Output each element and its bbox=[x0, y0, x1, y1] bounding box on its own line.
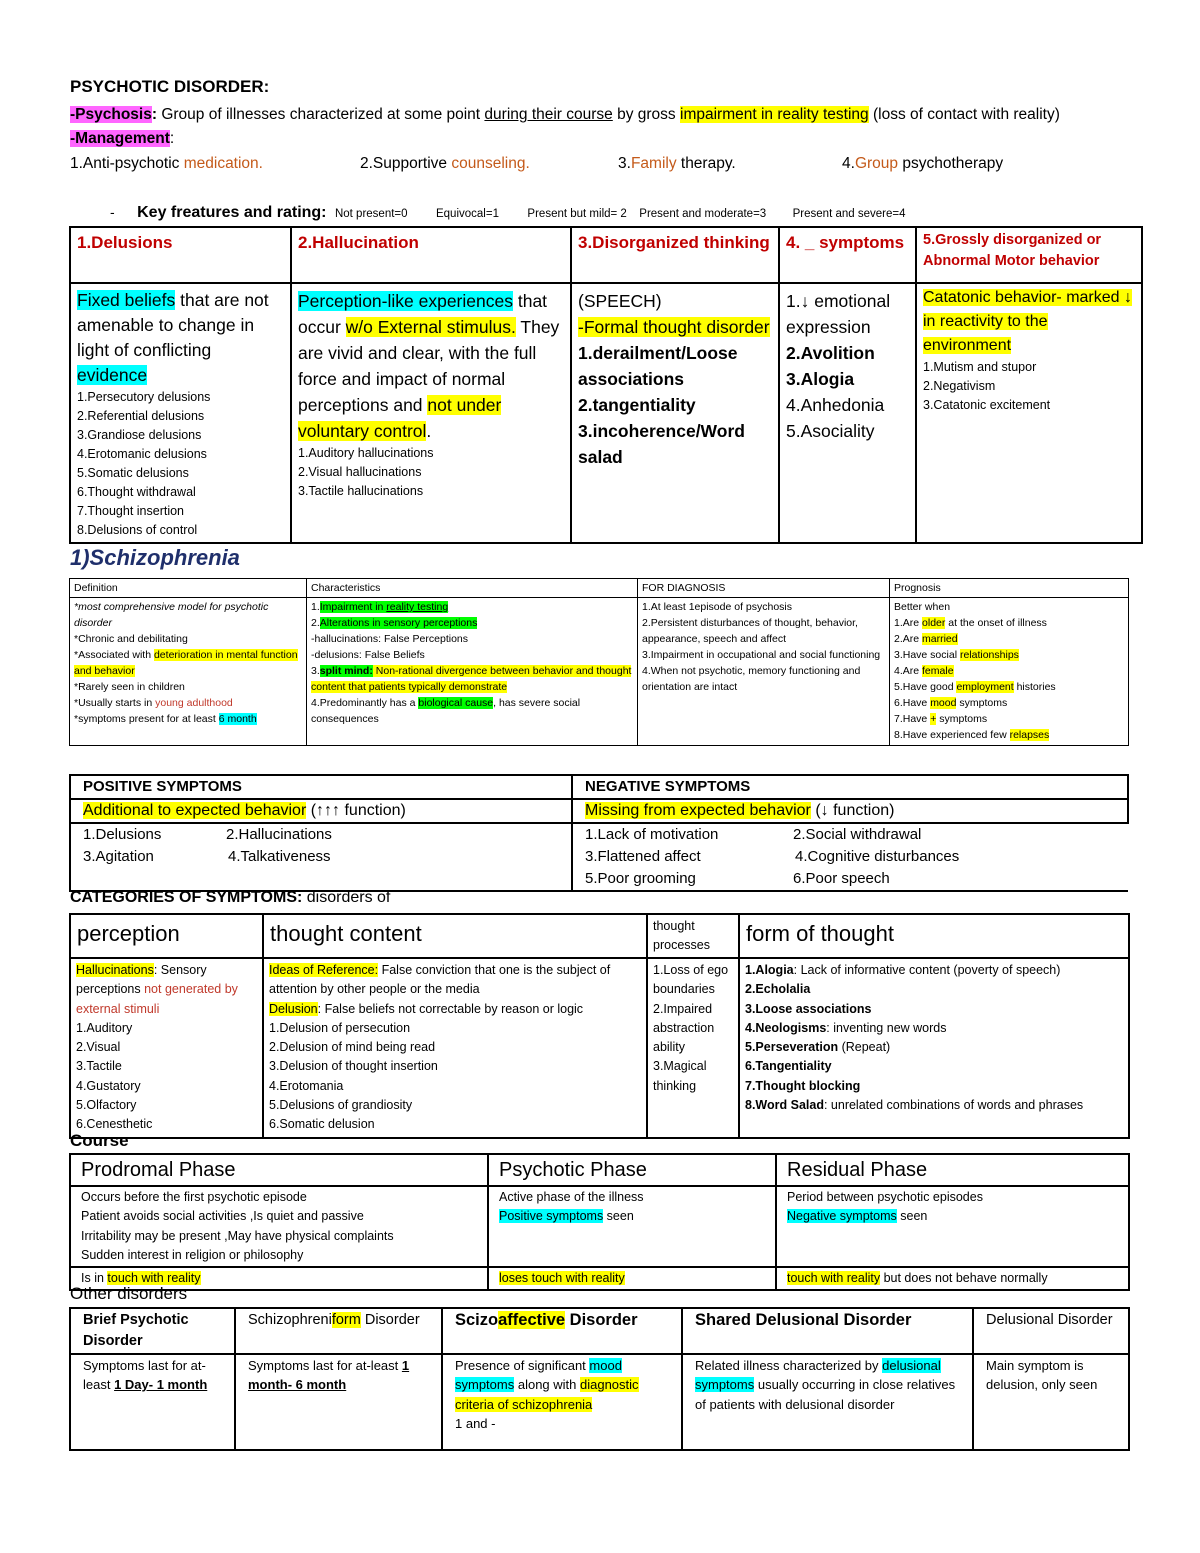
delusion-item: 5.Somatic delusions bbox=[77, 466, 189, 480]
course-label: Course bbox=[70, 1131, 129, 1150]
negative-list bbox=[572, 823, 1128, 891]
cell-diagnosis: 1.At least 1episode of psychosis 2.Persistent disturbances of thought, behavior, appearance, speech and affect 3.Impairment in occupational and social functioning 4.When not psychotic, memory functioning and orientation are intact bbox=[638, 598, 890, 746]
motor-item: 2.Negativism bbox=[923, 379, 996, 393]
cell-delusions: Fixed beliefs that are not amenable to change in light of conflicting evidence 1.Persecutory delusions 2.Referential delusions 3.Grandiose delusions 4.Erotomanic delusions 5.Somatic delusions 6.Thought withdrawal 7.Thought insertion 8.Delusions of control bbox=[70, 283, 291, 543]
motor-item: 3.Catatonic excitement bbox=[923, 398, 1051, 412]
prognosis-item: 8.Have experienced few relapses bbox=[894, 729, 1050, 741]
header-thought-processes: thought processes bbox=[647, 914, 739, 958]
disorganized-item: 1.derailment/Loose associations bbox=[578, 343, 738, 389]
psychosis-colon: : bbox=[151, 106, 158, 123]
cell-definition: *most comprehensive model for psychotic disorder *Chronic and debilitating *Associated with deterioration in mental function and behavior *Rarely seen in children *Usually starts in young adulthood *symptoms present for at least 6 month bbox=[70, 598, 307, 746]
cell-form-of-thought: 1.Alogia: Lack of informative content (poverty of speech) 2.Echolalia 3.Loose associations 4.Neologisms: inventing new words 5.Perseveration (Repeat) 6.Tangentiality 7.Thought blocking 8.Word Salad: unrelated combinations of words and phrases bbox=[739, 958, 1129, 1138]
header-characteristics: Characteristics bbox=[307, 579, 638, 598]
header-shared-delusional: Shared Delusional Disorder bbox=[682, 1308, 973, 1354]
delusion-item: 3.Grandiose delusions bbox=[77, 428, 202, 442]
cell-prognosis: Better when 1.Are older at the onset of illness 2.Are married 3.Have social relationships 4.Are female 5.Have good employment histories 6.Have mood symptoms 7.Have + symptoms 8.Have experienced few relapses bbox=[890, 598, 1129, 746]
disorganized-item: 2.tangentiality bbox=[578, 395, 696, 415]
positive-item: 1.Delusions bbox=[83, 826, 162, 843]
delusion-item: 7.Thought insertion bbox=[77, 504, 185, 518]
negative-item: 6.Poor speech bbox=[793, 870, 890, 887]
header-negative-symptoms: 4. _ symptoms bbox=[779, 227, 916, 283]
management-label: -Management bbox=[70, 130, 170, 147]
header-negative-symptoms: NEGATIVE SYMPTOMS bbox=[572, 775, 1128, 799]
other-disorders-table bbox=[69, 1307, 1130, 1451]
hallucination-item: 3.Tactile hallucinations bbox=[298, 484, 424, 498]
cell-delusional: Main symptom is delusion, only seen bbox=[973, 1354, 1129, 1450]
negative-item: 3.Alogia bbox=[786, 369, 855, 389]
management-item: 4.Group psychotherapy bbox=[842, 155, 1004, 172]
rating-item: Present and severe=4 bbox=[792, 208, 906, 220]
cell-psychotic: Active phase of the illness Positive symptoms seen bbox=[488, 1186, 776, 1267]
cell-thought-content: Ideas of Reference: False conviction that one is the subject of attention by other people or the media Delusion: False beliefs not correctable by reason or logic 1.Delusion of persecution 2.Delusion of mind being read 3.Delusion of thought insertion 4.Erotomania 5.Delusions of grandiosity 6.Somatic delusion bbox=[263, 958, 647, 1138]
management-label-line bbox=[70, 130, 174, 148]
cell-characteristics: 1.Impairment in reality testing 2.Alterations in sensory perceptions -hallucinations: False Perceptions -delusions: False Beliefs 3.split mind: Non-rational divergence between behavior and thought content that patients typically demonstrate 4.Predominantly has a biological cause, has severe social consequences bbox=[307, 598, 638, 746]
cell-prodromal: Occurs before the first psychotic episode Patient avoids social activities ,Is quiet and passive Irritability may be present ,May have physical complaints Sudden interest in religion or philosophy bbox=[70, 1186, 488, 1267]
negative-item: 2.Avolition bbox=[786, 343, 875, 363]
header-schizoaffective: Scizoaffective Disorder bbox=[442, 1308, 682, 1354]
psychosis-definition bbox=[70, 106, 1060, 124]
cell-shared-delusional: Related illness characterized by delusional symptoms usually occurring in close relatives of patients with delusional disorder bbox=[682, 1354, 973, 1450]
negative-item: 4.Anhedonia bbox=[786, 395, 885, 415]
psychotic-reality: loses touch with reality bbox=[488, 1267, 776, 1290]
rating-item: Present and moderate=3 bbox=[639, 208, 767, 220]
negative-item: 2.Social withdrawal bbox=[793, 826, 922, 843]
residual-reality: touch with reality but does not behave normally bbox=[776, 1267, 1129, 1290]
negative-item: 5.Asociality bbox=[786, 421, 875, 441]
psychosis-text: by gross bbox=[612, 106, 680, 123]
cell-disorganized bbox=[571, 283, 779, 543]
header-delusions: 1.Delusions bbox=[70, 227, 291, 283]
psychosis-highlight: impairment in reality testing bbox=[680, 106, 869, 123]
prognosis-item: 7.Have + symptoms bbox=[894, 713, 988, 725]
key-features-line bbox=[110, 204, 905, 222]
cell-motor bbox=[916, 283, 1142, 543]
cell-thought-processes: 1.Loss of ego boundaries 2.Impaired abstraction ability 3.Magical thinking bbox=[647, 958, 739, 1138]
negative-item: 5.Poor grooming bbox=[585, 870, 696, 887]
prognosis-item: 5.Have good employment histories bbox=[894, 681, 1056, 693]
header-motor-behavior: 5.Grossly disorganized or Abnormal Motor behavior bbox=[916, 227, 1142, 283]
header-psychotic: Psychotic Phase bbox=[488, 1154, 776, 1186]
header-disorganized-thinking: 3.Disorganized thinking bbox=[571, 227, 779, 283]
header-prodromal: Prodromal Phase bbox=[70, 1154, 488, 1186]
key-features-label: Key freatures and rating: bbox=[137, 204, 327, 221]
symptoms-table bbox=[69, 774, 1129, 892]
key-features-table bbox=[69, 226, 1143, 544]
delusion-item: 8.Delusions of control bbox=[77, 523, 198, 537]
management-item: 2.Supportive counseling. bbox=[360, 155, 530, 172]
cell-residual: Period between psychotic episodes Negative symptoms seen bbox=[776, 1186, 1129, 1267]
hallucination-item: 1.Auditory hallucinations bbox=[298, 446, 434, 460]
categories-label: CATEGORIES OF SYMPTOMS: disorders of bbox=[70, 889, 391, 906]
rating-item: Present but mild= 2 bbox=[527, 208, 627, 220]
catatonic-behavior: Catatonic behavior- marked ↓ in reactivity to the environment bbox=[923, 289, 1132, 354]
header-form-of-thought: form of thought bbox=[739, 914, 1129, 958]
header-delusional: Delusional Disorder bbox=[973, 1308, 1129, 1354]
psychosis-text-underlined: during their course bbox=[484, 106, 613, 123]
cell-schizophreniform: Symptoms last for at-least 1 month- 6 month bbox=[235, 1354, 442, 1450]
header-hallucination: 2.Hallucination bbox=[291, 227, 571, 283]
delusion-item: 2.Referential delusions bbox=[77, 409, 205, 423]
speech-label: (SPEECH) bbox=[578, 291, 662, 311]
psychosis-text: (loss of contact with reality) bbox=[868, 106, 1060, 123]
management-item: 3.Family therapy. bbox=[618, 155, 736, 172]
schizophrenia-heading: 1)Schizophrenia bbox=[70, 545, 240, 570]
categories-table bbox=[69, 913, 1130, 1139]
cell-negative bbox=[779, 283, 916, 543]
negative-subheader: Missing from expected behavior (↓ function) bbox=[572, 799, 1128, 823]
positive-list bbox=[70, 823, 572, 891]
bullet-dash: - bbox=[110, 204, 115, 220]
header-diagnosis: FOR DIAGNOSIS bbox=[638, 579, 890, 598]
schizophrenia-table bbox=[69, 578, 1129, 746]
prodromal-reality: Is in touch with reality bbox=[70, 1267, 488, 1290]
page-title: PSYCHOTIC DISORDER: bbox=[70, 77, 270, 96]
negative-item: 4.Cognitive disturbances bbox=[795, 848, 960, 865]
prognosis-item: 4.Are female bbox=[894, 665, 954, 677]
cell-perception: Hallucinations: Sensory perceptions not generated by external stimuli 1.Auditory 2.Visual 3.Tactile 4.Gustatory 5.Olfactory 6.Cenesthetic bbox=[70, 958, 263, 1138]
header-brief-psychotic: Brief Psychotic Disorder bbox=[70, 1308, 235, 1354]
delusion-item: 6.Thought withdrawal bbox=[77, 485, 196, 499]
psychosis-text: Group of illnesses characterized at some point bbox=[157, 106, 485, 123]
positive-subheader: Additional to expected behavior (↑↑↑ function) bbox=[70, 799, 572, 823]
psychosis-label: -Psychosis bbox=[70, 106, 152, 123]
disorganized-item: 3.incoherence/Word salad bbox=[578, 421, 745, 467]
cell-hallucination: Perception-like experiences that occur w/o External stimulus. They are vivid and clear, with the full force and impact of normal perceptions and not under voluntary control. 1.Auditory hallucinations 2.Visual hallucinations 3.Tactile hallucinations bbox=[291, 283, 571, 543]
rating-item: Not present=0 bbox=[334, 208, 408, 220]
header-schizophreniform: Schizophreniform Disorder bbox=[235, 1308, 442, 1354]
prognosis-item: 3.Have social relationships bbox=[894, 649, 1019, 661]
prognosis-item: 6.Have mood symptoms bbox=[894, 697, 1008, 709]
negative-item: 1.↓ emotional expression bbox=[786, 291, 891, 337]
header-perception: perception bbox=[70, 914, 263, 958]
header-positive-symptoms: POSITIVE SYMPTOMS bbox=[70, 775, 572, 799]
header-thought-content: thought content bbox=[263, 914, 647, 958]
hallucination-item: 2.Visual hallucinations bbox=[298, 465, 422, 479]
other-disorders-label: Other disorders bbox=[70, 1284, 188, 1303]
header-residual: Residual Phase bbox=[776, 1154, 1129, 1186]
prognosis-item: 1.Are older at the onset of illness bbox=[894, 617, 1047, 629]
delusion-item: 4.Erotomanic delusions bbox=[77, 447, 207, 461]
positive-item: 3.Agitation bbox=[83, 848, 154, 865]
course-table bbox=[69, 1153, 1130, 1291]
positive-item: 4.Talkativeness bbox=[228, 848, 331, 865]
cell-schizoaffective: Presence of significant mood symptoms along with diagnostic criteria of schizophrenia 1 and - bbox=[442, 1354, 682, 1450]
formal-thought-disorder: -Formal thought disorder bbox=[578, 317, 770, 337]
header-prognosis: Prognosis bbox=[890, 579, 1129, 598]
negative-item: 3.Flattened affect bbox=[585, 848, 701, 865]
positive-item: 2.Hallucinations bbox=[226, 826, 332, 843]
negative-item: 1.Lack of motivation bbox=[585, 826, 719, 843]
motor-item: 1.Mutism and stupor bbox=[923, 360, 1037, 374]
rating-item: Equivocal=1 bbox=[435, 208, 499, 220]
prognosis-item: 2.Are married bbox=[894, 633, 958, 645]
cell-brief-psychotic: Symptoms last for at-least 1 Day- 1 month bbox=[70, 1354, 235, 1450]
delusion-item: 1.Persecutory delusions bbox=[77, 390, 211, 404]
management-colon: : bbox=[169, 130, 175, 147]
management-item: 1.Anti-psychotic medication. bbox=[70, 155, 263, 172]
header-definition: Definition bbox=[70, 579, 307, 598]
